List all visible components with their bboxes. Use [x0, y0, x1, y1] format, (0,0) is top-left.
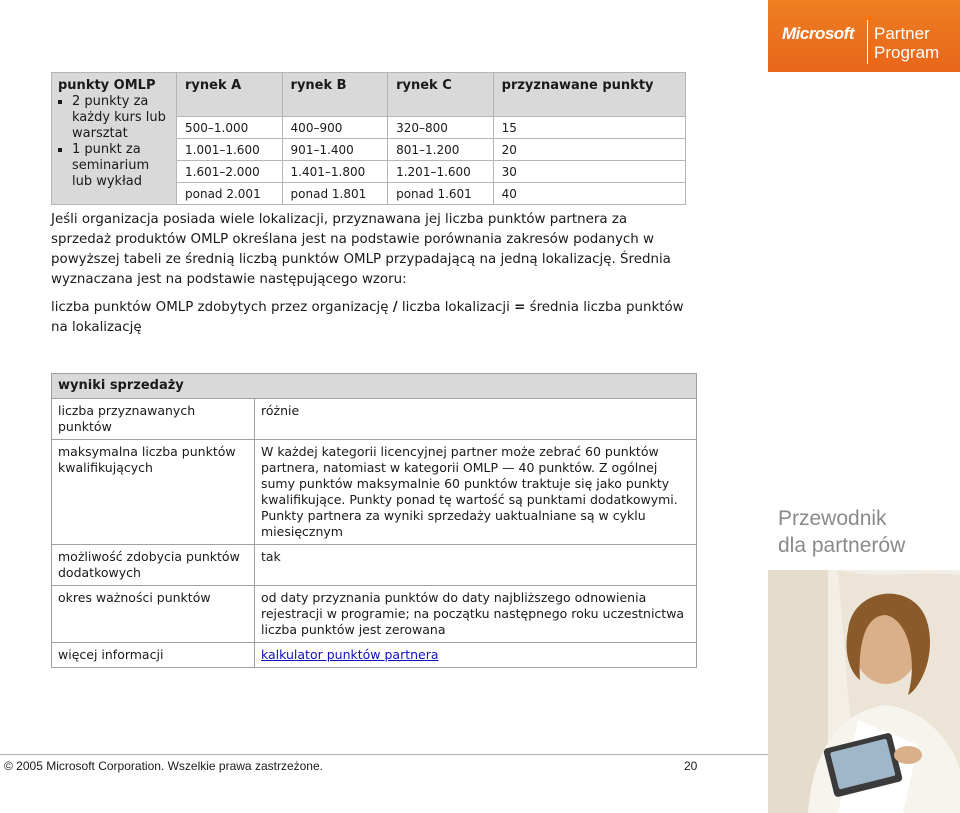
omlp-points-table — [51, 72, 686, 205]
table-cell: 1.401–1.800 — [282, 161, 388, 183]
formula-equals-sign: = — [514, 300, 526, 315]
program-line-1: Partner — [874, 24, 930, 43]
partner-program-banner — [768, 0, 960, 72]
sales-table-title: wyniki sprzedaży — [52, 374, 697, 399]
row-value: różnie — [255, 399, 697, 440]
row-value — [255, 643, 697, 668]
table-row — [52, 440, 697, 545]
table-cell: 20 — [493, 139, 685, 161]
column-header: rynek B — [282, 73, 388, 117]
sales-results-table — [51, 373, 697, 668]
row-label: okres ważności punktów — [52, 586, 255, 643]
table-cell: 1.601–2.000 — [177, 161, 283, 183]
microsoft-logo: Microsoft — [782, 24, 854, 43]
guide-line-2: dla partnerów — [778, 534, 906, 557]
table-cell: 901–1.400 — [282, 139, 388, 161]
table-cell: 400–900 — [282, 117, 388, 139]
table-cell: ponad 1.801 — [282, 183, 388, 205]
formula-divide-sign: / — [392, 300, 398, 315]
table-cell: 30 — [493, 161, 685, 183]
table-cell: 801–1.200 — [388, 139, 494, 161]
page-footer — [0, 754, 768, 779]
table-row — [52, 586, 697, 643]
table-cell: ponad 2.001 — [177, 183, 283, 205]
row-label: maksymalna liczba punktów kwalifikujących — [52, 440, 255, 545]
formula-result: średnia liczba punktów na lokalizację — [51, 300, 684, 335]
list-item: ▪ 2 punkty za każdy kurs lub warsztat — [72, 94, 170, 142]
row-label: możliwość zdobycia punktów dodatkowych — [52, 545, 255, 586]
table-cell: 1.201–1.600 — [388, 161, 494, 183]
table-row — [52, 399, 697, 440]
points-calculator-link[interactable]: kalkulator punktów partnera — [261, 647, 439, 662]
row-value: od daty przyznania punktów do daty najbliższego odnowienia rejestracji w programie; na początku następnego roku uczestnictwa liczba punktów jest zerowana — [255, 586, 697, 643]
column-header: rynek C — [388, 73, 494, 117]
row-value: tak — [255, 545, 697, 586]
table-cell: 40 — [493, 183, 685, 205]
table-cell: 1.001–1.600 — [177, 139, 283, 161]
right-sidebar — [768, 0, 960, 813]
table-header-row — [52, 374, 697, 399]
multi-location-paragraph: Jeśli organizacja posiada wiele lokalizacji, przyznawana jej liczba punktów partnera za sprzedaż produktów OMLP określana jest na podstawie porównania zakresów podanych w powyższej tabeli ze średnią liczbą punktów OMLP przypadającą na jedną lokalizację. Średnia wyznaczana jest na podstawie następującego wzoru: — [51, 212, 671, 287]
table-header-row — [52, 73, 686, 117]
table-cell: 320–800 — [388, 117, 494, 139]
row-label: liczba przyznawanych punktów — [52, 399, 255, 440]
table-row — [52, 643, 697, 668]
woman-with-tablet-photo — [768, 570, 960, 813]
table-row — [52, 545, 697, 586]
column-header: rynek A — [177, 73, 283, 117]
program-line-2: Program — [874, 43, 940, 62]
omlp-side-cell — [52, 73, 177, 205]
row-value: W każdej kategorii licencyjnej partner może zebrać 60 punktów partnera, natomiast w kategorii OMLP — 40 punktów. Z ogólnej sumy punktów maksymalnie 60 punktów traktuje się jako punkty kwalifikujące. Punkty ponad tę wartość są punktami dodatkowymi. Punkty partnera za wyniki sprzedaży uaktualniane są w cyklu miesięcznym — [255, 440, 697, 545]
omlp-side-title: punkty OMLP — [58, 78, 156, 93]
copyright-text: © 2005 Microsoft Corporation. Wszelkie prawa zastrzeżone. — [4, 759, 323, 773]
formula-paragraph — [51, 298, 691, 338]
banner-divider — [867, 20, 868, 64]
table-cell: 500–1.000 — [177, 117, 283, 139]
list-item: ▪ 1 punkt za seminarium lub wykład — [72, 142, 170, 190]
column-header: przyznawane punkty — [493, 73, 685, 117]
formula-denominator: liczba lokalizacji — [401, 300, 510, 315]
page-number: 20 — [684, 759, 698, 773]
partner-program-logo — [874, 24, 939, 62]
row-label: więcej informacji — [52, 643, 255, 668]
formula-numerator: liczba punktów OMLP zdobytych przez organizację — [51, 300, 389, 315]
omlp-side-list — [58, 94, 170, 190]
table-cell: 15 — [493, 117, 685, 139]
table-cell: ponad 1.601 — [388, 183, 494, 205]
guide-line-1: Przewodnik — [778, 507, 887, 530]
guide-title — [778, 505, 905, 559]
